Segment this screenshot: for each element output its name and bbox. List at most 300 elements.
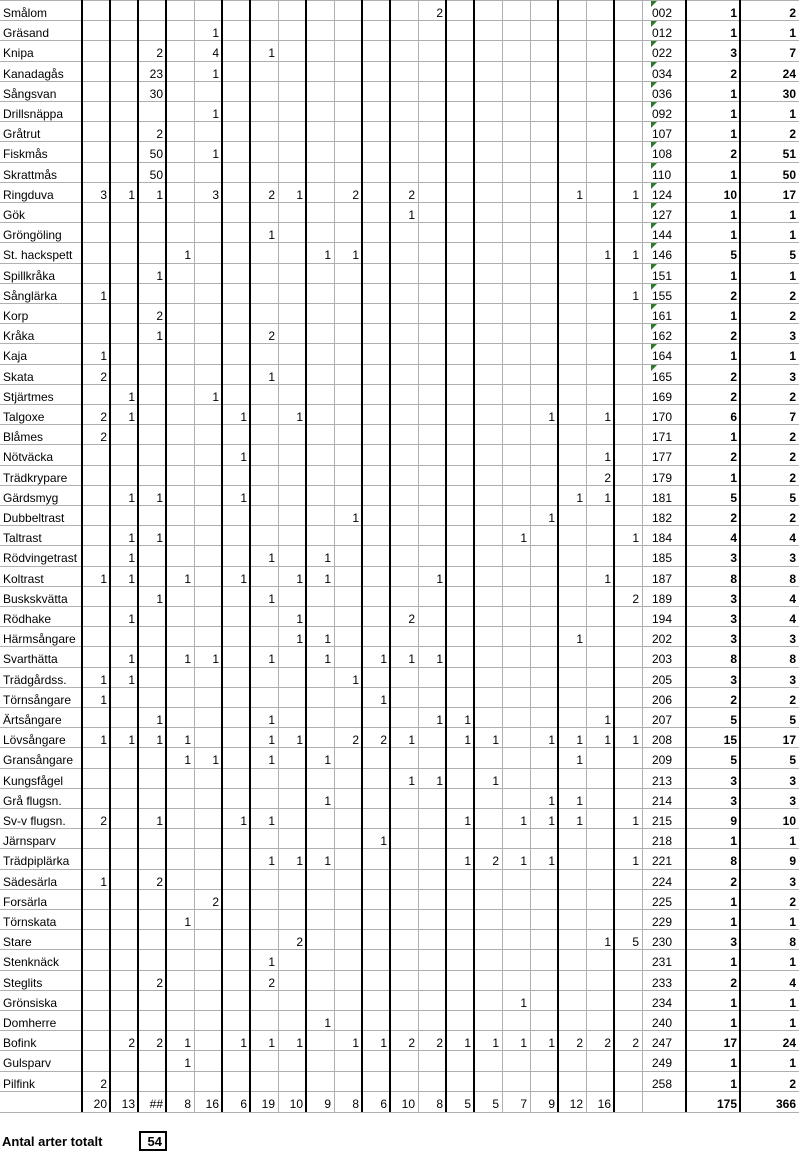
count-cell[interactable]: 1 — [380, 692, 387, 707]
observation-count[interactable]: 1 — [730, 430, 737, 445]
species-code[interactable]: 182 — [652, 511, 673, 526]
observation-count[interactable]: 2 — [730, 329, 737, 344]
species-code[interactable]: 002 — [652, 6, 673, 21]
count-cell[interactable]: 1 — [632, 733, 639, 748]
species-name[interactable]: Kråka — [3, 329, 35, 344]
individual-total[interactable]: 5 — [789, 490, 796, 505]
species-code[interactable]: 164 — [652, 349, 673, 364]
count-cell[interactable]: 1 — [100, 672, 107, 687]
observation-count[interactable]: 1 — [730, 470, 737, 485]
species-code[interactable]: 146 — [652, 248, 673, 263]
observation-count[interactable]: 3 — [730, 935, 737, 950]
individual-total[interactable]: 24 — [782, 66, 796, 81]
observation-count[interactable]: 5 — [730, 713, 737, 728]
individual-total[interactable]: 1 — [789, 26, 796, 41]
individual-total[interactable]: 1 — [789, 208, 796, 223]
observation-count[interactable]: 2 — [730, 369, 737, 384]
species-code[interactable]: 169 — [652, 389, 673, 404]
observation-count[interactable]: 1 — [730, 208, 737, 223]
column-total[interactable]: 9 — [548, 1097, 555, 1112]
column-total[interactable]: 10 — [401, 1097, 415, 1112]
count-cell[interactable]: 1 — [156, 713, 163, 728]
species-code[interactable]: 213 — [652, 773, 673, 788]
individual-total[interactable]: 2 — [789, 309, 796, 324]
species-code[interactable]: 184 — [652, 531, 673, 546]
count-cell[interactable]: 1 — [548, 733, 555, 748]
count-cell[interactable]: 1 — [548, 511, 555, 526]
count-cell[interactable]: 1 — [296, 187, 303, 202]
observation-count[interactable]: 8 — [730, 571, 737, 586]
species-code[interactable]: 258 — [652, 1076, 673, 1091]
species-code[interactable]: 234 — [652, 995, 673, 1010]
species-code[interactable]: 107 — [652, 127, 673, 142]
count-cell[interactable]: 23 — [149, 66, 163, 81]
count-cell[interactable]: 1 — [268, 753, 275, 768]
count-cell[interactable]: 1 — [380, 1036, 387, 1051]
individual-total[interactable]: 3 — [789, 369, 796, 384]
species-code[interactable]: 230 — [652, 935, 673, 950]
count-cell[interactable]: 2 — [380, 733, 387, 748]
count-cell[interactable]: 1 — [240, 571, 247, 586]
species-code[interactable]: 110 — [652, 167, 672, 182]
count-cell[interactable]: 2 — [268, 329, 275, 344]
count-cell[interactable]: 1 — [632, 854, 639, 869]
observation-count[interactable]: 1 — [730, 955, 737, 970]
individual-total[interactable]: 51 — [782, 147, 796, 162]
species-name[interactable]: Stenknäck — [3, 955, 60, 970]
individual-total[interactable]: 3 — [789, 793, 796, 808]
individual-total[interactable]: 7 — [789, 410, 796, 425]
species-code[interactable]: 205 — [652, 672, 673, 687]
count-cell[interactable]: 1 — [324, 753, 331, 768]
count-cell[interactable]: 1 — [520, 1036, 527, 1051]
count-cell[interactable]: 2 — [632, 591, 639, 606]
observation-count[interactable]: 3 — [730, 632, 737, 647]
count-cell[interactable]: 1 — [576, 793, 583, 808]
observation-count[interactable]: 1 — [730, 995, 737, 1010]
count-cell[interactable]: 2 — [632, 1036, 639, 1051]
column-total[interactable]: 8 — [184, 1097, 191, 1112]
species-code[interactable]: 229 — [652, 915, 673, 930]
count-cell[interactable]: 2 — [576, 1036, 583, 1051]
count-cell[interactable]: 1 — [380, 834, 387, 849]
observation-count[interactable]: 6 — [730, 410, 737, 425]
count-cell[interactable]: 1 — [268, 652, 275, 667]
species-code[interactable]: 034 — [652, 66, 673, 81]
total-species-value[interactable]: 54 — [139, 1131, 167, 1151]
count-cell[interactable]: 1 — [268, 955, 275, 970]
count-cell[interactable]: 1 — [268, 1036, 275, 1051]
species-name[interactable]: Forsärla — [3, 894, 48, 909]
observation-count[interactable]: 3 — [730, 46, 737, 61]
count-cell[interactable]: 1 — [268, 228, 275, 243]
count-cell[interactable]: 2 — [268, 187, 275, 202]
observation-count[interactable]: 5 — [730, 753, 737, 768]
count-cell[interactable]: 1 — [212, 389, 219, 404]
count-cell[interactable]: 1 — [352, 1036, 359, 1051]
column-total[interactable]: 12 — [569, 1097, 583, 1112]
count-cell[interactable]: 1 — [184, 753, 191, 768]
species-code[interactable]: 177 — [652, 450, 673, 465]
species-name[interactable]: Drillsnäppa — [3, 107, 64, 122]
count-cell[interactable]: 1 — [128, 389, 135, 404]
species-code[interactable]: 161 — [652, 309, 673, 324]
individual-total[interactable]: 24 — [782, 1036, 796, 1051]
count-cell[interactable]: 1 — [576, 490, 583, 505]
individual-total[interactable]: 1 — [789, 834, 796, 849]
count-cell[interactable]: 1 — [212, 753, 219, 768]
count-cell[interactable]: 1 — [156, 187, 163, 202]
species-name[interactable]: Taltrast — [3, 531, 42, 546]
observation-count[interactable]: 9 — [730, 814, 737, 829]
count-cell[interactable]: 1 — [268, 591, 275, 606]
count-cell[interactable]: 1 — [296, 854, 303, 869]
count-cell[interactable]: 4 — [212, 46, 219, 61]
count-cell[interactable]: 1 — [184, 248, 191, 263]
column-total[interactable]: 6 — [240, 1097, 247, 1112]
count-cell[interactable]: 1 — [156, 531, 163, 546]
count-cell[interactable]: 1 — [576, 187, 583, 202]
count-cell[interactable]: 1 — [156, 490, 163, 505]
count-cell[interactable]: 2 — [156, 1036, 163, 1051]
species-name[interactable]: Svarthätta — [3, 652, 58, 667]
observation-count[interactable]: 1 — [730, 127, 737, 142]
individual-total[interactable]: 1 — [789, 995, 796, 1010]
species-code[interactable]: 247 — [652, 1036, 673, 1051]
count-cell[interactable]: 1 — [128, 490, 135, 505]
column-total[interactable]: 16 — [597, 1097, 611, 1112]
individual-total[interactable]: 4 — [789, 975, 796, 990]
species-name[interactable]: Blåmes — [3, 430, 44, 445]
species-name[interactable]: Bofink — [3, 1036, 37, 1051]
count-cell[interactable]: 1 — [464, 854, 471, 869]
observation-count[interactable]: 1 — [730, 228, 737, 243]
count-cell[interactable]: 1 — [156, 591, 163, 606]
individual-total[interactable]: 3 — [789, 874, 796, 889]
count-cell[interactable]: 1 — [100, 733, 107, 748]
species-code[interactable]: 185 — [652, 551, 673, 566]
count-cell[interactable]: 1 — [128, 733, 135, 748]
observation-count[interactable]: 2 — [730, 389, 737, 404]
count-cell[interactable]: 2 — [492, 854, 499, 869]
count-cell[interactable]: 1 — [184, 915, 191, 930]
count-cell[interactable]: 1 — [268, 733, 275, 748]
count-cell[interactable]: 2 — [156, 127, 163, 142]
count-cell[interactable]: 1 — [324, 652, 331, 667]
species-code[interactable]: 162 — [652, 329, 673, 344]
species-code[interactable]: 181 — [652, 490, 673, 505]
species-code[interactable]: 187 — [652, 571, 673, 586]
individual-total[interactable]: 1 — [789, 1016, 796, 1031]
count-cell[interactable]: 1 — [604, 450, 611, 465]
count-cell[interactable]: 1 — [240, 814, 247, 829]
species-name[interactable]: Sv-v flugsn. — [3, 814, 66, 829]
species-code[interactable]: 224 — [652, 874, 673, 889]
species-code[interactable]: 108 — [652, 147, 673, 162]
count-cell[interactable]: 1 — [212, 652, 219, 667]
count-cell[interactable]: 1 — [576, 632, 583, 647]
count-cell[interactable]: 1 — [212, 147, 219, 162]
count-cell[interactable]: 1 — [408, 652, 415, 667]
species-code[interactable]: 151 — [652, 268, 673, 283]
observation-count[interactable]: 3 — [730, 773, 737, 788]
species-name[interactable]: Härmsångare — [3, 632, 76, 647]
count-cell[interactable]: 1 — [324, 854, 331, 869]
count-cell[interactable]: 1 — [184, 1056, 191, 1071]
individual-total[interactable]: 17 — [782, 187, 796, 202]
species-code[interactable]: 225 — [652, 894, 673, 909]
count-cell[interactable]: 1 — [100, 288, 107, 303]
species-name[interactable]: Törnsångare — [3, 692, 72, 707]
observation-count[interactable]: 1 — [730, 6, 737, 21]
species-name[interactable]: Kanadagås — [3, 66, 64, 81]
count-cell[interactable]: 2 — [212, 894, 219, 909]
count-cell[interactable]: 1 — [128, 652, 135, 667]
count-cell[interactable]: 1 — [492, 733, 499, 748]
species-name[interactable]: Gulsparv — [3, 1056, 52, 1071]
count-cell[interactable]: 1 — [296, 632, 303, 647]
count-cell[interactable]: 3 — [100, 187, 107, 202]
count-cell[interactable]: 2 — [128, 1036, 135, 1051]
count-cell[interactable]: 1 — [436, 571, 443, 586]
observation-count[interactable]: 5 — [730, 490, 737, 505]
species-name[interactable]: Pilfink — [3, 1076, 36, 1091]
count-cell[interactable]: 1 — [100, 692, 107, 707]
species-name[interactable]: Ärtsångare — [3, 713, 62, 728]
species-name[interactable]: Fiskmås — [3, 147, 48, 162]
count-cell[interactable]: 1 — [520, 854, 527, 869]
observation-count[interactable]: 3 — [730, 591, 737, 606]
individual-total[interactable]: 30 — [782, 86, 796, 101]
count-cell[interactable]: 1 — [268, 713, 275, 728]
observation-count[interactable]: 3 — [730, 612, 737, 627]
species-name[interactable]: Rödvingetrast — [3, 551, 78, 566]
count-cell[interactable]: 1 — [268, 46, 275, 61]
count-cell[interactable]: 1 — [408, 733, 415, 748]
observation-count[interactable]: 1 — [730, 1056, 737, 1071]
count-cell[interactable]: 1 — [604, 713, 611, 728]
species-code[interactable]: 171 — [652, 430, 673, 445]
count-cell[interactable]: 1 — [296, 733, 303, 748]
observation-count[interactable]: 17 — [723, 1036, 737, 1051]
observation-count[interactable]: 2 — [730, 450, 737, 465]
count-cell[interactable]: 1 — [604, 733, 611, 748]
count-cell[interactable]: 3 — [212, 187, 219, 202]
species-name[interactable]: Gröngöling — [3, 228, 62, 243]
species-name[interactable]: Dubbeltrast — [3, 511, 65, 526]
species-name[interactable]: Rödhake — [3, 612, 52, 627]
count-cell[interactable]: 1 — [324, 793, 331, 808]
count-cell[interactable]: 1 — [296, 1036, 303, 1051]
count-cell[interactable]: 1 — [548, 854, 555, 869]
individual-total[interactable]: 7 — [789, 46, 796, 61]
count-cell[interactable]: 1 — [156, 733, 163, 748]
individual-total[interactable]: 4 — [789, 531, 796, 546]
species-code[interactable]: 215 — [652, 814, 673, 829]
count-cell[interactable]: 1 — [100, 874, 107, 889]
count-cell[interactable]: 1 — [268, 369, 275, 384]
count-cell[interactable]: 1 — [604, 410, 611, 425]
count-cell[interactable]: 1 — [324, 571, 331, 586]
observation-count[interactable]: 1 — [730, 915, 737, 930]
count-cell[interactable]: 1 — [240, 1036, 247, 1051]
species-name[interactable]: Gråtrut — [3, 127, 41, 142]
count-cell[interactable]: 5 — [632, 935, 639, 950]
observation-count[interactable]: 2 — [730, 288, 737, 303]
species-name[interactable]: Lövsångare — [3, 733, 66, 748]
individual-total[interactable]: 2 — [789, 430, 796, 445]
individual-total[interactable]: 3 — [789, 329, 796, 344]
individual-total[interactable]: 8 — [789, 571, 796, 586]
count-cell[interactable]: 1 — [380, 652, 387, 667]
observation-count[interactable]: 3 — [730, 551, 737, 566]
species-code[interactable]: 208 — [652, 733, 673, 748]
count-cell[interactable]: 50 — [149, 147, 163, 162]
count-cell[interactable]: 1 — [492, 773, 499, 788]
individual-total[interactable]: 5 — [789, 713, 796, 728]
species-code[interactable]: 209 — [652, 753, 673, 768]
count-cell[interactable]: 2 — [156, 309, 163, 324]
species-name[interactable]: Gransångare — [3, 753, 74, 768]
observation-count[interactable]: 8 — [730, 854, 737, 869]
count-cell[interactable]: 1 — [548, 793, 555, 808]
count-cell[interactable]: 1 — [408, 208, 415, 223]
column-total[interactable]: 5 — [492, 1097, 499, 1112]
observation-count[interactable]: 1 — [730, 107, 737, 122]
species-name[interactable]: Talgoxe — [3, 410, 45, 425]
sum-individuals[interactable]: 366 — [775, 1097, 796, 1112]
count-cell[interactable]: 1 — [604, 571, 611, 586]
count-cell[interactable]: 1 — [520, 814, 527, 829]
species-name[interactable]: Grå flugsn. — [3, 793, 62, 808]
species-name[interactable]: Grönsiska — [3, 995, 58, 1010]
observation-count[interactable]: 2 — [730, 692, 737, 707]
observation-count[interactable]: 1 — [730, 834, 737, 849]
observation-count[interactable]: 1 — [730, 309, 737, 324]
count-cell[interactable]: 50 — [149, 167, 163, 182]
column-total[interactable]: 13 — [121, 1097, 135, 1112]
species-code[interactable]: 127 — [652, 208, 673, 223]
count-cell[interactable]: 1 — [576, 814, 583, 829]
count-cell[interactable]: 2 — [604, 1036, 611, 1051]
count-cell[interactable]: 2 — [100, 410, 107, 425]
count-cell[interactable]: 1 — [240, 450, 247, 465]
individual-total[interactable]: 2 — [789, 288, 796, 303]
count-cell[interactable]: 1 — [184, 733, 191, 748]
count-cell[interactable]: 1 — [548, 410, 555, 425]
species-code[interactable]: 249 — [652, 1056, 673, 1071]
count-cell[interactable]: 1 — [128, 571, 135, 586]
species-name[interactable]: Stare — [3, 935, 32, 950]
count-cell[interactable]: 1 — [576, 753, 583, 768]
observation-count[interactable]: 1 — [730, 1016, 737, 1031]
individual-total[interactable]: 1 — [789, 107, 796, 122]
count-cell[interactable]: 1 — [352, 248, 359, 263]
column-total[interactable]: ## — [149, 1097, 163, 1112]
species-name[interactable]: Knipa — [3, 46, 34, 61]
count-cell[interactable]: 1 — [100, 571, 107, 586]
count-cell[interactable]: 1 — [212, 26, 219, 41]
species-name[interactable]: St. hackspett — [3, 248, 73, 263]
count-cell[interactable]: 1 — [128, 531, 135, 546]
individual-total[interactable]: 3 — [789, 632, 796, 647]
count-cell[interactable]: 2 — [296, 935, 303, 950]
count-cell[interactable]: 2 — [408, 1036, 415, 1051]
species-name[interactable]: Smålom — [3, 6, 48, 21]
observation-count[interactable]: 3 — [730, 672, 737, 687]
individual-total[interactable]: 2 — [789, 511, 796, 526]
species-name[interactable]: Trädgårdss. — [3, 672, 67, 687]
count-cell[interactable]: 1 — [604, 248, 611, 263]
individual-total[interactable]: 9 — [789, 854, 796, 869]
count-cell[interactable]: 1 — [184, 652, 191, 667]
count-cell[interactable]: 1 — [604, 935, 611, 950]
count-cell[interactable]: 2 — [352, 187, 359, 202]
species-code[interactable]: 124 — [652, 187, 673, 202]
count-cell[interactable]: 1 — [548, 814, 555, 829]
individual-total[interactable]: 50 — [782, 167, 796, 182]
species-name[interactable]: Gräsand — [3, 26, 50, 41]
count-cell[interactable]: 1 — [632, 248, 639, 263]
species-code[interactable]: 144 — [652, 228, 673, 243]
species-code[interactable]: 092 — [652, 107, 673, 122]
count-cell[interactable]: 2 — [436, 1036, 443, 1051]
species-name[interactable]: Sånglärka — [3, 288, 58, 303]
species-name[interactable]: Spillkråka — [3, 268, 56, 283]
count-cell[interactable]: 1 — [352, 511, 359, 526]
observation-count[interactable]: 5 — [730, 248, 737, 263]
count-cell[interactable]: 1 — [296, 571, 303, 586]
count-cell[interactable]: 1 — [632, 187, 639, 202]
count-cell[interactable]: 1 — [352, 672, 359, 687]
species-code[interactable]: 194 — [652, 612, 673, 627]
species-code[interactable]: 022 — [652, 46, 673, 61]
count-cell[interactable]: 2 — [352, 733, 359, 748]
species-code[interactable]: 012 — [652, 26, 673, 41]
column-total[interactable]: 16 — [205, 1097, 219, 1112]
species-code[interactable]: 036 — [652, 86, 673, 101]
count-cell[interactable]: 2 — [156, 874, 163, 889]
count-cell[interactable]: 1 — [240, 490, 247, 505]
individual-total[interactable]: 8 — [789, 935, 796, 950]
species-name[interactable]: Nötväcka — [3, 450, 54, 465]
count-cell[interactable]: 1 — [436, 713, 443, 728]
count-cell[interactable]: 1 — [268, 854, 275, 869]
observation-count[interactable]: 1 — [730, 26, 737, 41]
observation-count[interactable]: 1 — [730, 268, 737, 283]
individual-total[interactable]: 2 — [789, 127, 796, 142]
individual-total[interactable]: 5 — [789, 753, 796, 768]
count-cell[interactable]: 1 — [268, 551, 275, 566]
count-cell[interactable]: 1 — [464, 814, 471, 829]
individual-total[interactable]: 2 — [789, 470, 796, 485]
individual-total[interactable]: 2 — [789, 692, 796, 707]
observation-count[interactable]: 2 — [730, 66, 737, 81]
observation-count[interactable]: 4 — [730, 531, 737, 546]
count-cell[interactable]: 1 — [240, 410, 247, 425]
count-cell[interactable]: 1 — [604, 490, 611, 505]
count-cell[interactable]: 1 — [464, 733, 471, 748]
species-name[interactable]: Gärdsmyg — [3, 490, 59, 505]
count-cell[interactable]: 1 — [212, 107, 219, 122]
column-total[interactable]: 5 — [464, 1097, 471, 1112]
individual-total[interactable]: 1 — [789, 915, 796, 930]
individual-total[interactable]: 1 — [789, 268, 796, 283]
individual-total[interactable]: 3 — [789, 773, 796, 788]
observation-count[interactable]: 1 — [730, 894, 737, 909]
observation-count[interactable]: 2 — [730, 874, 737, 889]
column-total[interactable]: 9 — [324, 1097, 331, 1112]
